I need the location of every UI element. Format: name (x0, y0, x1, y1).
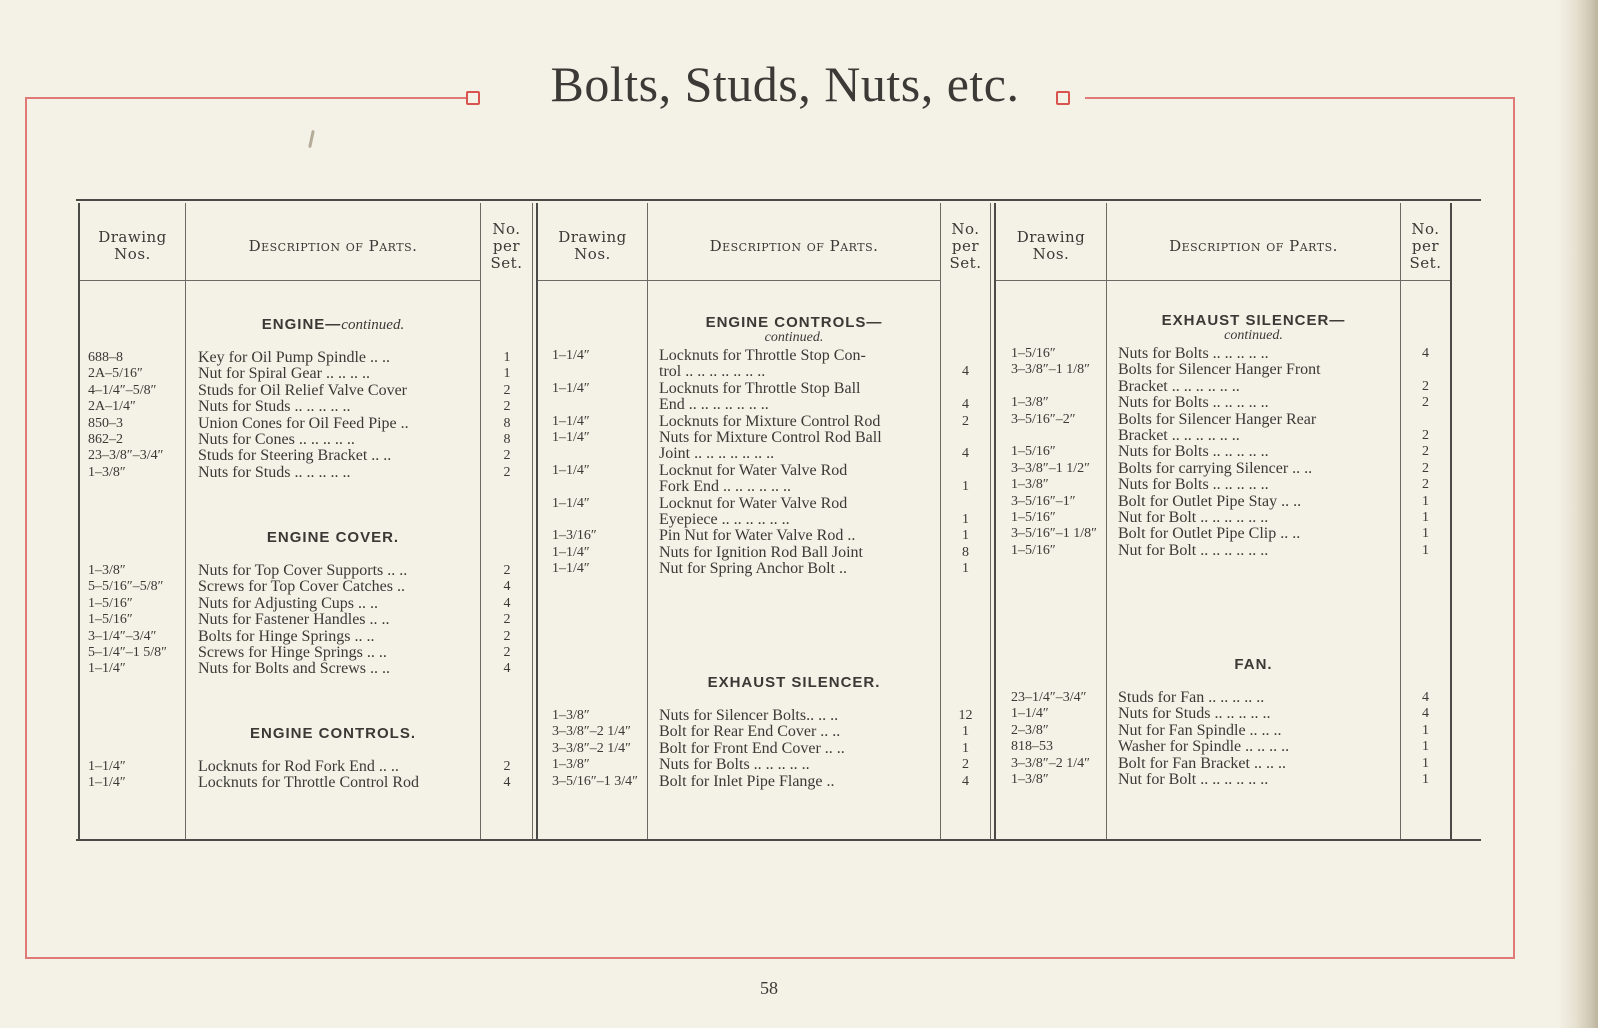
header-drawing-nos: Drawing Nos. (1016, 228, 1086, 263)
quantity-per-set: 1 (1422, 493, 1429, 509)
quantity-per-set: 1 (962, 740, 969, 756)
drawing-number: 2–3/8″ (1011, 722, 1049, 738)
drawing-number: 1–5/16″ (1011, 542, 1056, 558)
part-description: Eyepiece .. .. .. .. .. .. (659, 512, 790, 528)
quantity-per-set: 12 (958, 708, 973, 723)
drawing-number: 1–1/4″ (552, 348, 590, 363)
drawing-number: 3–5/16″–1″ (1011, 493, 1076, 509)
part-description: Studs for Oil Relief Valve Cover (198, 382, 408, 399)
drawing-number: 1–5/16″ (1011, 510, 1056, 525)
drawing-number: 3–5/16″–2″ (1011, 411, 1076, 427)
part-description: Nuts for Cones .. .. .. .. .. (198, 432, 355, 448)
part-description: Bolt for Outlet Pipe Stay .. .. (1118, 493, 1302, 510)
part-description: Nut for Bolt .. .. .. .. .. .. (1118, 772, 1269, 788)
section-title-text: ENGINE— (261, 316, 342, 333)
drawing-number: 2A–5/16″ (88, 366, 143, 382)
quantity-per-set: 8 (503, 415, 511, 431)
header-rule (996, 280, 1450, 281)
section-title-text: FAN. (1234, 656, 1273, 673)
quantity-per-set: 1 (962, 561, 969, 577)
drawing-number: 1–3/8″ (88, 464, 126, 480)
quantity-per-set: 4 (503, 661, 511, 677)
part-description: Nuts for Adjusting Cups .. .. (198, 595, 379, 612)
drawing-number: 688–8 (88, 350, 123, 365)
table-rule (994, 203, 996, 839)
quantity-per-set: 1 (503, 366, 511, 382)
part-description: Locknuts for Throttle Control Rod (198, 775, 420, 792)
part-description: Screws for Hinge Springs .. .. (198, 645, 387, 661)
quantity-per-set: 2 (503, 448, 511, 464)
part-description: Nut for Spring Anchor Bolt .. (659, 561, 847, 578)
part-description: Nut for Spiral Gear .. .. .. .. (198, 366, 370, 383)
quantity-per-set: 2 (503, 464, 511, 480)
quantity-per-set: 1 (962, 512, 969, 527)
part-description: Studs for Fan .. .. .. .. .. (1118, 690, 1265, 706)
section-title (186, 316, 480, 334)
section-title (1107, 656, 1400, 673)
page-title: Bolts, Studs, Nuts, etc. (550, 56, 1020, 112)
quantity-per-set: 4 (962, 364, 969, 380)
part-description: trol .. .. .. .. .. .. .. (659, 364, 766, 381)
drawing-number: 1–1/4″ (552, 544, 590, 560)
section-title-text: EXHAUST SILENCER— (1161, 312, 1346, 329)
quantity-per-set: 2 (503, 645, 511, 660)
drawing-number: 1–5/16″ (88, 612, 133, 628)
header-description: Description of Parts. (248, 237, 418, 255)
table-rule (480, 203, 481, 839)
part-description: Nuts for Bolts and Screws .. .. (198, 661, 390, 678)
drawing-number: 4–1/4″–5/8″ (88, 382, 157, 398)
part-description: Fork End .. .. .. .. .. .. (659, 479, 791, 496)
drawing-number: 5–1/4″–1 5/8″ (88, 645, 167, 660)
part-description: Locknut for Water Valve Rod (659, 495, 848, 512)
table-rule (185, 203, 186, 839)
drawing-number: 1–1/4″ (552, 380, 590, 396)
part-description: Locknuts for Mixture Control Rod (659, 413, 881, 430)
part-description: Nuts for Top Cover Supports .. .. (198, 563, 408, 579)
part-description: Locknuts for Rod Fork End .. .. (198, 759, 399, 775)
drawing-number: 3–5/16″–1 1/8″ (1011, 526, 1097, 542)
part-description: Bolt for Inlet Pipe Flange .. (659, 773, 835, 790)
drawing-number: 1–1/4″ (552, 561, 590, 577)
drawing-number: 1–1/4″ (552, 462, 590, 478)
part-description: Nut for Bolt .. .. .. .. .. .. (1118, 510, 1269, 526)
frame-top-left (25, 97, 477, 99)
drawing-number: 23–3/8″–3/4″ (88, 448, 164, 464)
drawing-number: 1–3/8″ (1011, 395, 1049, 411)
page-number: 58 (760, 978, 778, 998)
part-description: Joint .. .. .. .. .. .. .. (659, 446, 775, 463)
header-drawing-nos: Drawing Nos. (98, 228, 167, 263)
quantity-per-set: 2 (1422, 444, 1429, 460)
table-rule (990, 203, 991, 839)
part-description: Washer for Spindle .. .. .. .. (1118, 739, 1290, 756)
header-per-set: No. per Set. (949, 219, 982, 272)
drawing-number: 1–3/16″ (552, 528, 597, 544)
part-description: Nuts for Bolts .. .. .. .. .. (1118, 477, 1269, 494)
part-description: Locknuts for Throttle Stop Ball (659, 380, 861, 397)
quantity-per-set: 1 (1422, 772, 1429, 787)
quantity-per-set: 4 (1422, 690, 1429, 705)
part-description: Union Cones for Oil Feed Pipe .. (198, 415, 409, 432)
section-title (648, 674, 940, 691)
drawing-number: 850–3 (88, 415, 123, 431)
drawing-number: 1–5/16″ (1011, 444, 1056, 460)
drawing-number: 1–1/4″ (1011, 706, 1049, 722)
part-description: Bolts for Silencer Hanger Rear (1118, 411, 1317, 428)
part-description: Nuts for Bolts .. .. .. .. .. (1118, 395, 1269, 412)
quantity-per-set: 4 (1422, 706, 1429, 722)
section-title-text: ENGINE CONTROLS. (249, 725, 416, 742)
part-description: Nuts for Silencer Bolts.. .. .. (659, 708, 839, 724)
quantity-per-set: 2 (962, 757, 969, 773)
header-rule (538, 280, 940, 281)
quantity-per-set: 2 (962, 413, 969, 429)
quantity-per-set: 2 (1422, 477, 1429, 493)
part-description: Nuts for Ignition Rod Ball Joint (659, 544, 863, 561)
frame-top-right (1085, 97, 1515, 99)
part-description: Pin Nut for Water Valve Rod .. (659, 528, 856, 545)
drawing-number: 3–3/8″–2 1/4″ (552, 724, 631, 740)
part-description: Nut for Fan Spindle .. .. .. (1118, 722, 1282, 739)
section-title-continued: continued. (341, 317, 405, 333)
quantity-per-set: 2 (503, 628, 511, 644)
quantity-per-set: 2 (503, 612, 511, 628)
part-description: Nuts for Studs .. .. .. .. .. (198, 464, 351, 481)
part-description: Bracket .. .. .. .. .. .. (1118, 428, 1240, 444)
drawing-number: 1–3/8″ (552, 757, 590, 773)
part-description: Nut for Bolt .. .. .. .. .. .. (1118, 542, 1269, 559)
drawing-number: 1–3/8″ (1011, 772, 1049, 787)
drawing-number: 1–3/8″ (88, 563, 126, 578)
header-rule (80, 280, 480, 281)
part-description: Nuts for Bolts .. .. .. .. .. (1118, 346, 1269, 362)
part-description: Locknuts for Throttle Stop Con- (659, 348, 866, 364)
section-subtitle: continued. (764, 330, 824, 345)
drawing-number: 3–3/8″–1 1/8″ (1011, 362, 1090, 378)
part-description: Bolts for Hinge Springs .. .. (198, 628, 375, 645)
quantity-per-set: 2 (1422, 428, 1429, 443)
part-description: Nuts for Fastener Handles .. .. (198, 612, 390, 629)
quantity-per-set: 1 (1422, 542, 1429, 558)
quantity-per-set: 1 (962, 528, 969, 544)
part-description: Bolt for Front End Cover .. .. (659, 740, 845, 757)
quantity-per-set: 2 (1422, 395, 1429, 411)
drawing-number: 862–2 (88, 432, 123, 447)
drawing-number: 1–1/4″ (88, 759, 126, 774)
part-description: Bolt for Fan Bracket .. .. .. (1118, 755, 1286, 772)
drawing-number: 1–1/4″ (552, 413, 590, 429)
quantity-per-set: 2 (1422, 460, 1429, 476)
part-description: Screws for Top Cover Catches .. (198, 579, 405, 596)
quantity-per-set: 8 (503, 432, 511, 447)
part-description: Nuts for Bolts .. .. .. .. .. (1118, 444, 1269, 461)
header-description: Description of Parts. (1169, 237, 1338, 255)
table-rule (1106, 203, 1107, 839)
part-description: Nuts for Bolts .. .. .. .. .. (659, 757, 810, 774)
quantity-per-set: 1 (1422, 755, 1429, 771)
part-description: Bolts for carrying Silencer .. .. (1118, 460, 1313, 477)
quantity-per-set: 4 (1422, 346, 1429, 361)
part-description: End .. .. .. .. .. .. .. (659, 397, 769, 414)
part-description: Bolt for Outlet Pipe Clip .. .. (1118, 526, 1301, 543)
drawing-number: 3–1/4″–3/4″ (88, 628, 157, 644)
section-title-text: ENGINE CONTROLS— (705, 314, 883, 331)
drawing-number: 1–1/4″ (88, 661, 126, 677)
section-title-text: EXHAUST SILENCER. (707, 674, 881, 691)
quantity-per-set: 4 (503, 579, 511, 595)
section-title (186, 725, 480, 742)
header-drawing-nos: Drawing Nos. (558, 228, 627, 263)
quantity-per-set: 1 (1422, 510, 1429, 525)
quantity-per-set: 1 (962, 479, 969, 495)
part-description: Bolts for Silencer Hanger Front (1118, 362, 1321, 379)
table-rule (647, 203, 648, 839)
quantity-per-set: 4 (962, 446, 969, 462)
section-subtitle: continued. (1224, 328, 1283, 343)
table-rule (78, 203, 80, 839)
drawing-number: 1–3/8″ (1011, 477, 1049, 493)
quantity-per-set: 8 (962, 544, 969, 560)
drawing-number: 818–53 (1011, 739, 1053, 755)
part-description: Studs for Steering Bracket .. .. (198, 448, 392, 465)
drawing-number: 3–3/8″–2 1/4″ (552, 740, 631, 756)
part-description: Key for Oil Pump Spindle .. .. (198, 350, 390, 366)
border-ornament-left (466, 91, 480, 105)
quantity-per-set: 4 (503, 595, 511, 611)
part-description: Nuts for Studs .. .. .. .. .. (1118, 706, 1271, 723)
quantity-per-set: 4 (962, 397, 969, 413)
drawing-number: 2A–1/4″ (88, 399, 136, 415)
drawing-number: 1–1/4″ (552, 430, 590, 445)
table-rule (1450, 203, 1452, 839)
table-rule (532, 203, 533, 839)
quantity-per-set: 1 (1422, 722, 1429, 738)
drawing-number: 23–1/4″–3/4″ (1011, 690, 1087, 705)
table-rule (536, 203, 538, 839)
quantity-per-set: 4 (962, 773, 969, 789)
part-description: Nuts for Mixture Control Rod Ball (659, 430, 882, 446)
quantity-per-set: 1 (1422, 739, 1429, 755)
part-description: Bolt for Rear End Cover .. .. (659, 724, 841, 741)
quantity-per-set: 2 (1422, 378, 1429, 394)
header-description: Description of Parts. (709, 237, 879, 255)
header-per-set: No. per Set. (490, 219, 523, 272)
section-title-text: ENGINE COVER. (266, 529, 400, 546)
drawing-number: 1–1/4″ (88, 775, 126, 791)
section-title (648, 314, 940, 331)
quantity-per-set: 2 (503, 759, 511, 774)
quantity-per-set: 1 (503, 350, 511, 365)
part-description: Nuts for Studs .. .. .. .. .. (198, 399, 351, 416)
quantity-per-set: 2 (503, 563, 511, 578)
drawing-number: 3–3/8″–2 1/4″ (1011, 755, 1090, 771)
drawing-number: 1–3/8″ (552, 708, 590, 723)
drawing-number: 3–3/8″–1 1/2″ (1011, 460, 1090, 476)
drawing-number: 1–5/16″ (1011, 346, 1056, 361)
quantity-per-set: 2 (503, 399, 511, 415)
section-title (186, 529, 480, 546)
part-description: Locknut for Water Valve Rod (659, 462, 848, 479)
section-title (1107, 312, 1400, 329)
drawing-number: 1–1/4″ (552, 495, 590, 511)
drawing-number: 5–5/16″–5/8″ (88, 579, 164, 595)
page-edge-shadow (1558, 0, 1598, 1028)
quantity-per-set: 1 (1422, 526, 1429, 542)
part-description: Bracket .. .. .. .. .. .. (1118, 378, 1240, 395)
drawing-number: 1–5/16″ (88, 595, 133, 611)
quantity-per-set: 2 (503, 382, 511, 398)
drawing-number: 3–5/16″–1 3/4″ (552, 773, 638, 789)
quantity-per-set: 4 (503, 775, 511, 791)
quantity-per-set: 1 (962, 724, 969, 740)
header-per-set: No. per Set. (1409, 219, 1442, 272)
